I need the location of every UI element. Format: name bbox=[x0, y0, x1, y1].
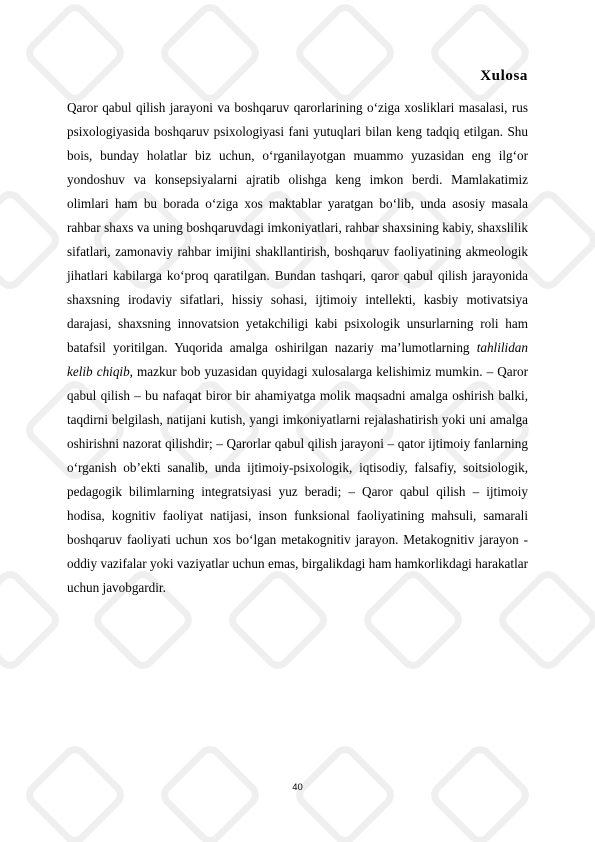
watermark-row-1 bbox=[26, 4, 530, 103]
paragraph-text-part-2: , mazkur bob yuzasidan quyidagi xulosalarga kelishimiz mumkin. – Qaror qabul qilish – bu nafaqat biror bir ahamiyatga molik maqsadni amalga oshirish balki, taqdirni belgilash, natijani kutish, yangi imkoniyatlarni rejalashatirish yoki uni amalga oshirishni nazorat qilishdir; – Qarorlar qabul qilish jarayoni – qator ijtimoiy fanlarning o‘rganish ob’ekti sanalib, unda ijtimoiy-psixologik, iqtisodiy, falsafiy, soitsiologik, pedagogik bilimlarning integratsiyasi yuz beradi; – Qaror qabul qilish – ijtimoiy hodisa, kognitiv faoliyat natijasi, inson funksional faoliyatining mahsuli, samarali boshqaruv faoliyati uchun xos bo‘lgan metakognitiv jarayon. Metakognitiv jarayon - oddiy vazifalar yoki vaziyatlar uchun emas, birgalikdagi ham hamkorlikdagi harakatlar uchun javobgardir. bbox=[67, 364, 528, 595]
section-heading: Xulosa bbox=[480, 68, 528, 84]
paragraph-italic-phrase: tahlilidan kelib chiqib bbox=[67, 340, 528, 379]
conclusion-paragraph bbox=[67, 96, 528, 600]
watermark-row-5 bbox=[26, 746, 530, 842]
paragraph-text-part-1: Qaror qabul qilish jarayoni va boshqaruv qarorlarining o‘ziga xosliklari masalasi, rus psixologiyasida boshqaruv psixologiyasi fani yutuqlari bilan keng tadqiq etilgan. Shu bois, bunday holatlar biz uchun, o‘rganilayotgan muammo yuzasidan eng ilg‘or yondoshuv va konsepsiyalarni ajratib olishga keng imkon berdi. Mamlakatimiz olimlari ham bu borada o‘ziga xos maktablar yaratgan bo‘lib, unda asosiy masala rahbar shaxs va uning boshqaruvdagi imkoniyatlari, rahbar shaxsining kabiy, shaxslilik sifatlari, zamonaviy rahbar imijini shakllantirish, boshqaruv faoliyatining akmeologik jihatlari kabilarga ko‘proq qaratilgan. Bundan tashqari, qaror qabul qilish jarayonida shaxsning irodaviy sifatlari, hissiy sohasi, ijtimoiy intellekti, kasbiy motivatsiya darajasi, shaxsning innovatsion yetakchiligi kabi psixologik unsurlarning roli ham batafsil yoritilgan. Yuqorida amalga oshirilgan nazariy ma’lumotlarning bbox=[67, 100, 528, 355]
page-number: 40 bbox=[292, 782, 303, 793]
